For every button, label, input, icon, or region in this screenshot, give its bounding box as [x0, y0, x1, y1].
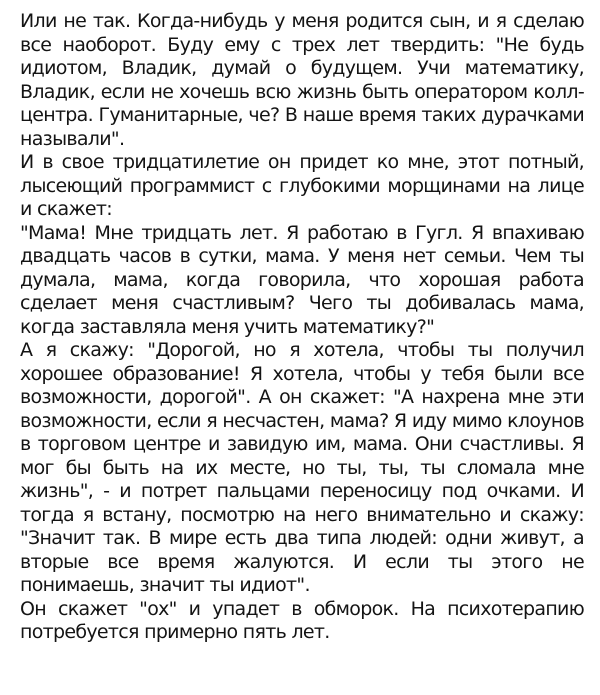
paragraph-3: "Мама! Мне тридцать лет. Я работаю в Гугл. Я впахиваю двадцать часов в сутки, мама. У меня нет семьи. Чем ты думала, мама, когда говорила, что хорошая работа сделает меня счастливым? Чего ты добивалась мама, когда заставляла меня учить математику?"	[20, 221, 584, 338]
paragraph-4: А я скажу: "Дорогой, но я хотела, чтобы ты получил хорошее образование! Я хотела, чтобы у тебя были все возможности, дорогой". А он скажет: "А нахрена мне эти возможности, если я несчастен, мама? Я иду мимо клоунов в торговом центре и завидую им, мама. Они счастливы. Я мог бы быть на их месте, но ты, ты, ты сломала мне жизнь", - и потрет пальцами переносицу под очками. И тогда я встану, посмотрю на него внимательно и скажу: "Значит так. В мире есть два типа людей: одни живут, а вторые все время жалуются. И если ты этого не понимаешь, значит ты идиот".	[20, 339, 584, 596]
paragraph-1: Или не так. Когда-нибудь у меня родится сын, и я сделаю все наоборот. Буду ему с трех лет твердить: "Не будь идиотом, Владик, думай о будущем. Учи математику, Владик, если не хочешь всю жизнь быть оператором колл-центра. Гуманитарные, че? В наше время таких дурачками называли".	[20, 10, 584, 150]
paragraph-2: И в свое тридцатилетие он придет ко мне, этот потный, лысеющий программист с глубокими морщинами на лице и скажет:	[20, 151, 584, 220]
paragraph-5: Он скажет "ох" и упадет в обморок. На психотерапию потребуется примерно пять лет.	[20, 597, 584, 643]
